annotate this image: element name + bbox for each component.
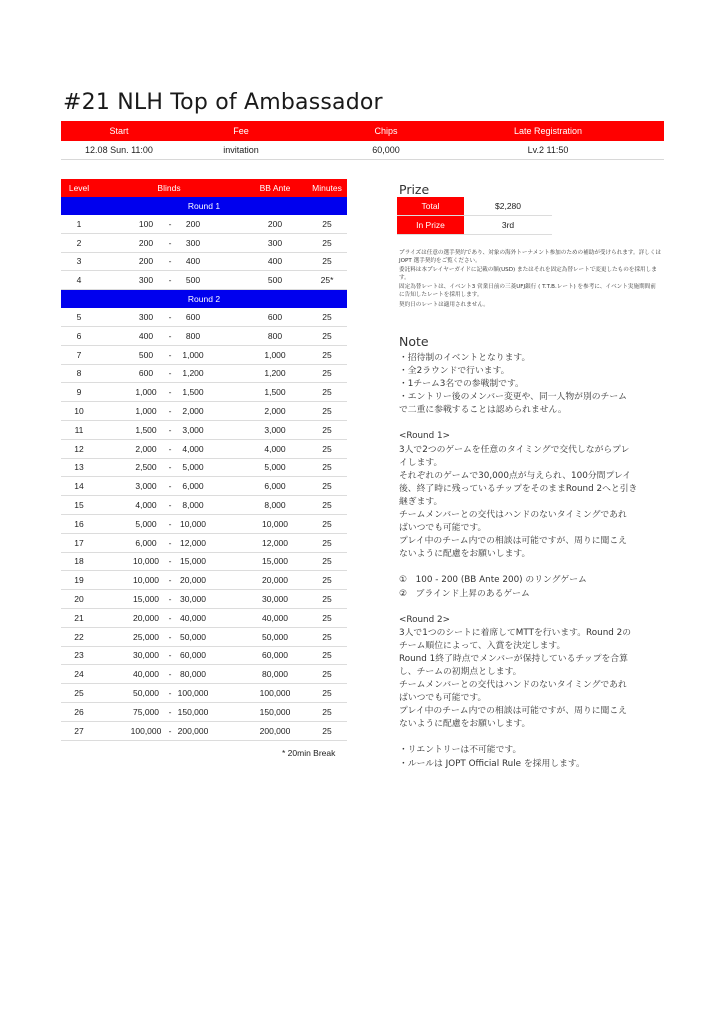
bb-ante-cell: 1,000 [264, 349, 286, 360]
small-blind-cell: 400 [138, 330, 154, 341]
bb-ante-cell: 20,000 [262, 575, 288, 586]
note-line: <Round 2> [399, 614, 450, 625]
bb-ante-cell: 8,000 [264, 500, 286, 511]
minutes-cell: 25 [322, 368, 332, 379]
level-cell: 27 [74, 725, 84, 736]
blind-level-row [61, 496, 347, 515]
note-line: ・ルールは JOPT Official Rule を採用します。 [399, 758, 585, 769]
note-line: 3人で2つのゲームを任意のタイミングで交代しながらプレ [399, 444, 630, 455]
small-blind-cell: 3,000 [135, 481, 157, 492]
minutes-cell: 25 [322, 330, 332, 341]
bb-ante-cell: 50,000 [262, 631, 288, 642]
blind-separator: - [168, 631, 172, 642]
blind-separator: - [168, 424, 172, 435]
note-spacer [399, 731, 664, 744]
level-cell: 7 [76, 349, 82, 360]
small-blind-cell: 1,500 [135, 424, 157, 435]
big-blind-cell: 300 [185, 237, 201, 248]
note-line: チーム順位によって、入賞を決定します。 [399, 640, 566, 651]
blind-level-row [61, 440, 347, 459]
round-2-band: Round 2 [61, 290, 347, 308]
big-blind-cell: 40,000 [180, 612, 206, 623]
blind-level-row [61, 477, 347, 496]
minutes-cell: 25 [322, 406, 332, 417]
blind-separator: - [168, 237, 172, 248]
blind-level-row [61, 647, 347, 666]
big-blind-cell: 400 [185, 256, 201, 267]
blind-separator: - [168, 256, 172, 267]
minutes-cell: 25 [322, 424, 332, 435]
big-blind-cell: 500 [185, 275, 201, 286]
header-blinds: Blinds [157, 183, 181, 193]
value-start: 12.08 Sun. 11:00 [85, 145, 153, 155]
small-blind-cell: 4,000 [135, 500, 157, 511]
blind-level-row [61, 402, 347, 421]
blind-level-row [61, 553, 347, 572]
blind-level-row [61, 215, 347, 234]
bb-ante-cell: 12,000 [262, 537, 288, 548]
blinds-table-header [61, 179, 347, 197]
prize-notes [399, 249, 661, 310]
minutes-cell: 25 [322, 481, 332, 492]
minutes-cell: 25 [322, 706, 332, 717]
bb-ante-cell: 4,000 [264, 443, 286, 454]
bb-ante-cell: 1,200 [264, 368, 286, 379]
note-line: チームメンバーとの交代はハンドのないタイミングであれ [399, 510, 627, 521]
blind-level-row [61, 308, 347, 327]
note-line: ないように配慮をお願いします。 [399, 719, 531, 730]
blind-separator: - [168, 556, 172, 567]
blind-separator: - [168, 349, 172, 360]
bb-ante-cell: 6,000 [264, 481, 286, 492]
level-cell: 20 [74, 594, 84, 605]
minutes-cell: 25 [322, 612, 332, 623]
prize-row-total [397, 197, 552, 216]
note-line: 3人で1つのシートに着席してMTTを行います。Round 2の [399, 627, 632, 638]
prize-note: 固定為替レートは、イベント3 営業日前の三菱UFJ銀行 ( T.T.B.レート) を参考に、イベント実施期間前に告知したレートを採用します。 [399, 284, 656, 299]
small-blind-cell: 10,000 [133, 556, 159, 567]
note-line: ・招待制のイベントとなります。 [399, 353, 531, 363]
note-line: ① 100 - 200 (BB Ante 200) のリングゲーム [399, 575, 587, 586]
bb-ante-cell: 150,000 [259, 706, 291, 717]
bb-ante-cell: 2,000 [264, 406, 286, 417]
blind-separator: - [168, 575, 172, 586]
level-cell: 1 [76, 218, 82, 229]
note-line: プレイ中のチーム内での相談は可能ですが、周りに聞こえ [399, 536, 627, 547]
level-cell: 21 [74, 612, 84, 623]
header-chips: Chips [374, 126, 398, 136]
prize-title: Prize [399, 182, 430, 197]
note-spacer [399, 601, 664, 614]
small-blind-cell: 2,000 [135, 443, 157, 454]
header-fee: Fee [233, 126, 249, 136]
small-blind-cell: 200 [138, 256, 154, 267]
round-1-band: Round 1 [61, 197, 347, 215]
break-note: * 20min Break [282, 748, 336, 758]
note-line: ② ブラインド上昇のあるゲーム [399, 588, 530, 599]
big-blind-cell: 30,000 [180, 594, 206, 605]
blind-level-row [61, 234, 347, 253]
note-line: ・エントリー後のメンバー変更や、同一人物が別のチーム [399, 392, 627, 403]
blind-separator: - [168, 368, 172, 379]
minutes-cell: 25 [322, 556, 332, 567]
blind-level-row [61, 628, 347, 647]
big-blind-cell: 600 [185, 312, 201, 323]
blind-separator: - [168, 594, 172, 605]
blind-separator: - [168, 518, 172, 529]
level-cell: 2 [76, 237, 82, 248]
note-line: 継ぎます。 [399, 496, 443, 507]
header-late-registration: Late Registration [513, 126, 583, 136]
bb-ante-cell: 800 [267, 330, 283, 341]
note-body [399, 352, 664, 771]
blind-level-row [61, 590, 347, 609]
blind-level-row [61, 459, 347, 478]
note-line: ・リエントリーは不可能です。 [399, 745, 522, 756]
prize-table [397, 197, 552, 235]
minutes-cell: 25 [322, 537, 332, 548]
note-title: Note [399, 334, 429, 349]
big-blind-cell: 12,000 [180, 537, 206, 548]
blind-separator: - [168, 443, 172, 454]
minutes-cell: 25 [322, 725, 332, 736]
minutes-cell: 25 [322, 312, 332, 323]
level-cell: 13 [74, 462, 84, 473]
bb-ante-cell: 80,000 [262, 669, 288, 680]
small-blind-cell: 10,000 [133, 575, 159, 586]
blind-separator: - [168, 387, 172, 398]
small-blind-cell: 300 [138, 312, 154, 323]
level-cell: 19 [74, 575, 84, 586]
blind-separator: - [168, 669, 172, 680]
blind-separator: - [168, 481, 172, 492]
small-blind-cell: 25,000 [133, 631, 159, 642]
big-blind-cell: 80,000 [180, 669, 206, 680]
blind-separator: - [168, 312, 172, 323]
minutes-cell: 25 [322, 349, 332, 360]
minutes-cell: 25 [322, 237, 332, 248]
bb-ante-cell: 200,000 [259, 725, 291, 736]
blind-level-row [61, 383, 347, 402]
note-line: ばいつでも可能です。 [399, 693, 487, 704]
blind-level-row [61, 253, 347, 272]
small-blind-cell: 500 [138, 349, 154, 360]
blind-level-row [61, 703, 347, 722]
big-blind-cell: 5,000 [182, 462, 204, 473]
small-blind-cell: 40,000 [133, 669, 159, 680]
note-spacer [399, 417, 664, 430]
note-line: チームメンバーとの交代はハンドのないタイミングであれ [399, 680, 627, 691]
prize-note: 契約日のレートは適用されません。 [399, 301, 489, 308]
event-table-row [61, 141, 664, 160]
blind-separator: - [168, 706, 172, 717]
blind-level-row [61, 515, 347, 534]
header-start: Start [109, 126, 129, 136]
note-line: イします。 [399, 457, 443, 468]
level-cell: 5 [76, 312, 82, 323]
note-line: それぞれのゲームで30,000点が与えられ、100分間プレイ [399, 470, 632, 481]
level-cell: 6 [76, 330, 82, 341]
blind-separator: - [168, 218, 172, 229]
small-blind-cell: 1,000 [135, 406, 157, 417]
minutes-cell: 25 [322, 688, 332, 699]
blind-separator: - [168, 537, 172, 548]
level-cell: 15 [74, 500, 84, 511]
small-blind-cell: 2,500 [135, 462, 157, 473]
small-blind-cell: 100,000 [130, 725, 162, 736]
blind-level-row [61, 365, 347, 384]
note-spacer [399, 561, 664, 574]
blind-separator: - [168, 462, 172, 473]
note-line: 後、終了時に残っているチップをそのままRound 2へと引き [399, 483, 638, 494]
level-cell: 26 [74, 706, 84, 717]
bb-ante-cell: 300 [267, 237, 283, 248]
header-bb-ante: BB Ante [259, 183, 291, 193]
prize-note: プライズは任意の選手契約であり、対象の海外トーナメント参加のための補助が受けられます。詳しくはJOPT 選手契約をご覧ください。 [399, 250, 662, 264]
value-chips: 60,000 [372, 145, 400, 155]
minutes-cell: 25 [322, 256, 332, 267]
minutes-cell: 25 [322, 650, 332, 661]
big-blind-cell: 1,000 [182, 349, 204, 360]
minutes-cell: 25 [322, 387, 332, 398]
bb-ante-cell: 200 [267, 218, 283, 229]
big-blind-cell: 50,000 [180, 631, 206, 642]
small-blind-cell: 50,000 [133, 688, 159, 699]
big-blind-cell: 8,000 [182, 500, 204, 511]
event-table-header [61, 121, 664, 141]
note-line: ないように配慮をお願いします。 [399, 549, 531, 560]
small-blind-cell: 20,000 [133, 612, 159, 623]
big-blind-cell: 1,500 [182, 387, 204, 398]
level-cell: 9 [76, 387, 82, 398]
big-blind-cell: 15,000 [180, 556, 206, 567]
bb-ante-cell: 15,000 [262, 556, 288, 567]
big-blind-cell: 2,000 [182, 406, 204, 417]
prize-value: $2,280 [495, 201, 521, 211]
blind-separator: - [168, 406, 172, 417]
level-cell: 17 [74, 537, 84, 548]
level-cell: 14 [74, 481, 84, 492]
blind-level-row [61, 722, 347, 741]
blind-level-row [61, 684, 347, 703]
big-blind-cell: 200 [185, 218, 201, 229]
bb-ante-cell: 60,000 [262, 650, 288, 661]
minutes-cell: 25 [322, 443, 332, 454]
note-line: ・全2ラウンドで行います。 [399, 366, 510, 377]
note-line: Round 1終了時点でメンバーが保持しているチップを合算 [399, 653, 628, 664]
blind-level-row [61, 609, 347, 628]
value-fee: invitation [223, 145, 259, 155]
prize-value: 3rd [501, 220, 515, 230]
bb-ante-cell: 3,000 [264, 424, 286, 435]
bb-ante-cell: 100,000 [259, 688, 291, 699]
small-blind-cell: 6,000 [135, 537, 157, 548]
small-blind-cell: 15,000 [133, 594, 159, 605]
note-line: <Round 1> [399, 431, 450, 442]
blind-level-row [61, 534, 347, 553]
big-blind-cell: 6,000 [182, 481, 204, 492]
bb-ante-cell: 500 [267, 275, 283, 286]
bb-ante-cell: 1,500 [264, 387, 286, 398]
big-blind-cell: 3,000 [182, 424, 204, 435]
note-line: ばいつでも可能です。 [399, 523, 487, 534]
bb-ante-cell: 10,000 [262, 518, 288, 529]
minutes-cell: 25 [322, 575, 332, 586]
small-blind-cell: 75,000 [133, 706, 159, 717]
page-title: #21 NLH Top of Ambassador [63, 90, 383, 115]
small-blind-cell: 1,000 [135, 387, 157, 398]
bb-ante-cell: 40,000 [262, 612, 288, 623]
level-cell: 10 [74, 406, 84, 417]
minutes-cell: 25 [322, 669, 332, 680]
level-cell: 25 [74, 688, 84, 699]
level-cell: 22 [74, 631, 84, 642]
small-blind-cell: 30,000 [133, 650, 159, 661]
level-cell: 12 [74, 443, 84, 454]
minutes-cell: 25 [322, 594, 332, 605]
note-line: で二重に参戦することは認められません。 [399, 405, 567, 416]
big-blind-cell: 60,000 [180, 650, 206, 661]
small-blind-cell: 600 [138, 368, 154, 379]
blinds-table [61, 179, 347, 741]
blind-level-row [61, 327, 347, 346]
minutes-cell: 25 [322, 462, 332, 473]
minutes-cell: 25 [322, 500, 332, 511]
prize-label: In Prize [397, 216, 464, 234]
blind-separator: - [168, 650, 172, 661]
prize-label: Total [397, 197, 464, 215]
level-cell: 18 [74, 556, 84, 567]
blind-separator: - [168, 688, 172, 699]
small-blind-cell: 300 [138, 275, 154, 286]
note-line: ・1チーム3名での参戦制です。 [399, 379, 524, 390]
note-line: プレイ中のチーム内での相談は可能ですが、周りに聞こえ [399, 706, 627, 717]
blind-separator: - [168, 275, 172, 286]
level-cell: 24 [74, 669, 84, 680]
small-blind-cell: 5,000 [135, 518, 157, 529]
level-cell: 4 [76, 275, 82, 286]
bb-ante-cell: 600 [267, 312, 283, 323]
blind-separator: - [168, 725, 172, 736]
blind-separator: - [168, 500, 172, 511]
minutes-cell: 25* [320, 275, 334, 286]
blind-level-row [61, 665, 347, 684]
blind-separator: - [168, 330, 172, 341]
big-blind-cell: 200,000 [177, 725, 209, 736]
blind-level-row [61, 571, 347, 590]
big-blind-cell: 100,000 [177, 688, 209, 699]
level-cell: 8 [76, 368, 82, 379]
blind-level-row [61, 271, 347, 290]
blind-level-row [61, 421, 347, 440]
value-late-registration: Lv.2 11:50 [527, 145, 569, 155]
big-blind-cell: 150,000 [177, 706, 209, 717]
prize-row-in-prize [397, 216, 552, 235]
big-blind-cell: 20,000 [180, 575, 206, 586]
big-blind-cell: 800 [185, 330, 201, 341]
level-cell: 16 [74, 518, 84, 529]
note-line: し、チームの初期点とします。 [399, 666, 522, 677]
bb-ante-cell: 5,000 [264, 462, 286, 473]
header-minutes: Minutes [312, 183, 342, 193]
big-blind-cell: 10,000 [180, 518, 206, 529]
minutes-cell: 25 [322, 218, 332, 229]
big-blind-cell: 1,200 [182, 368, 204, 379]
level-cell: 11 [74, 424, 84, 435]
header-level: Level [68, 183, 90, 193]
bb-ante-cell: 30,000 [262, 594, 288, 605]
prize-note: 委託料は本プレイヤーガイドに記載の額(USD) またはそれを固定為替レートで変更したものを採用します。 [399, 267, 657, 282]
bb-ante-cell: 400 [267, 256, 283, 267]
small-blind-cell: 100 [138, 218, 154, 229]
blind-level-row [61, 346, 347, 365]
small-blind-cell: 200 [138, 237, 154, 248]
level-cell: 23 [74, 650, 84, 661]
minutes-cell: 25 [322, 518, 332, 529]
minutes-cell: 25 [322, 631, 332, 642]
blind-separator: - [168, 612, 172, 623]
big-blind-cell: 4,000 [182, 443, 204, 454]
level-cell: 3 [76, 256, 82, 267]
